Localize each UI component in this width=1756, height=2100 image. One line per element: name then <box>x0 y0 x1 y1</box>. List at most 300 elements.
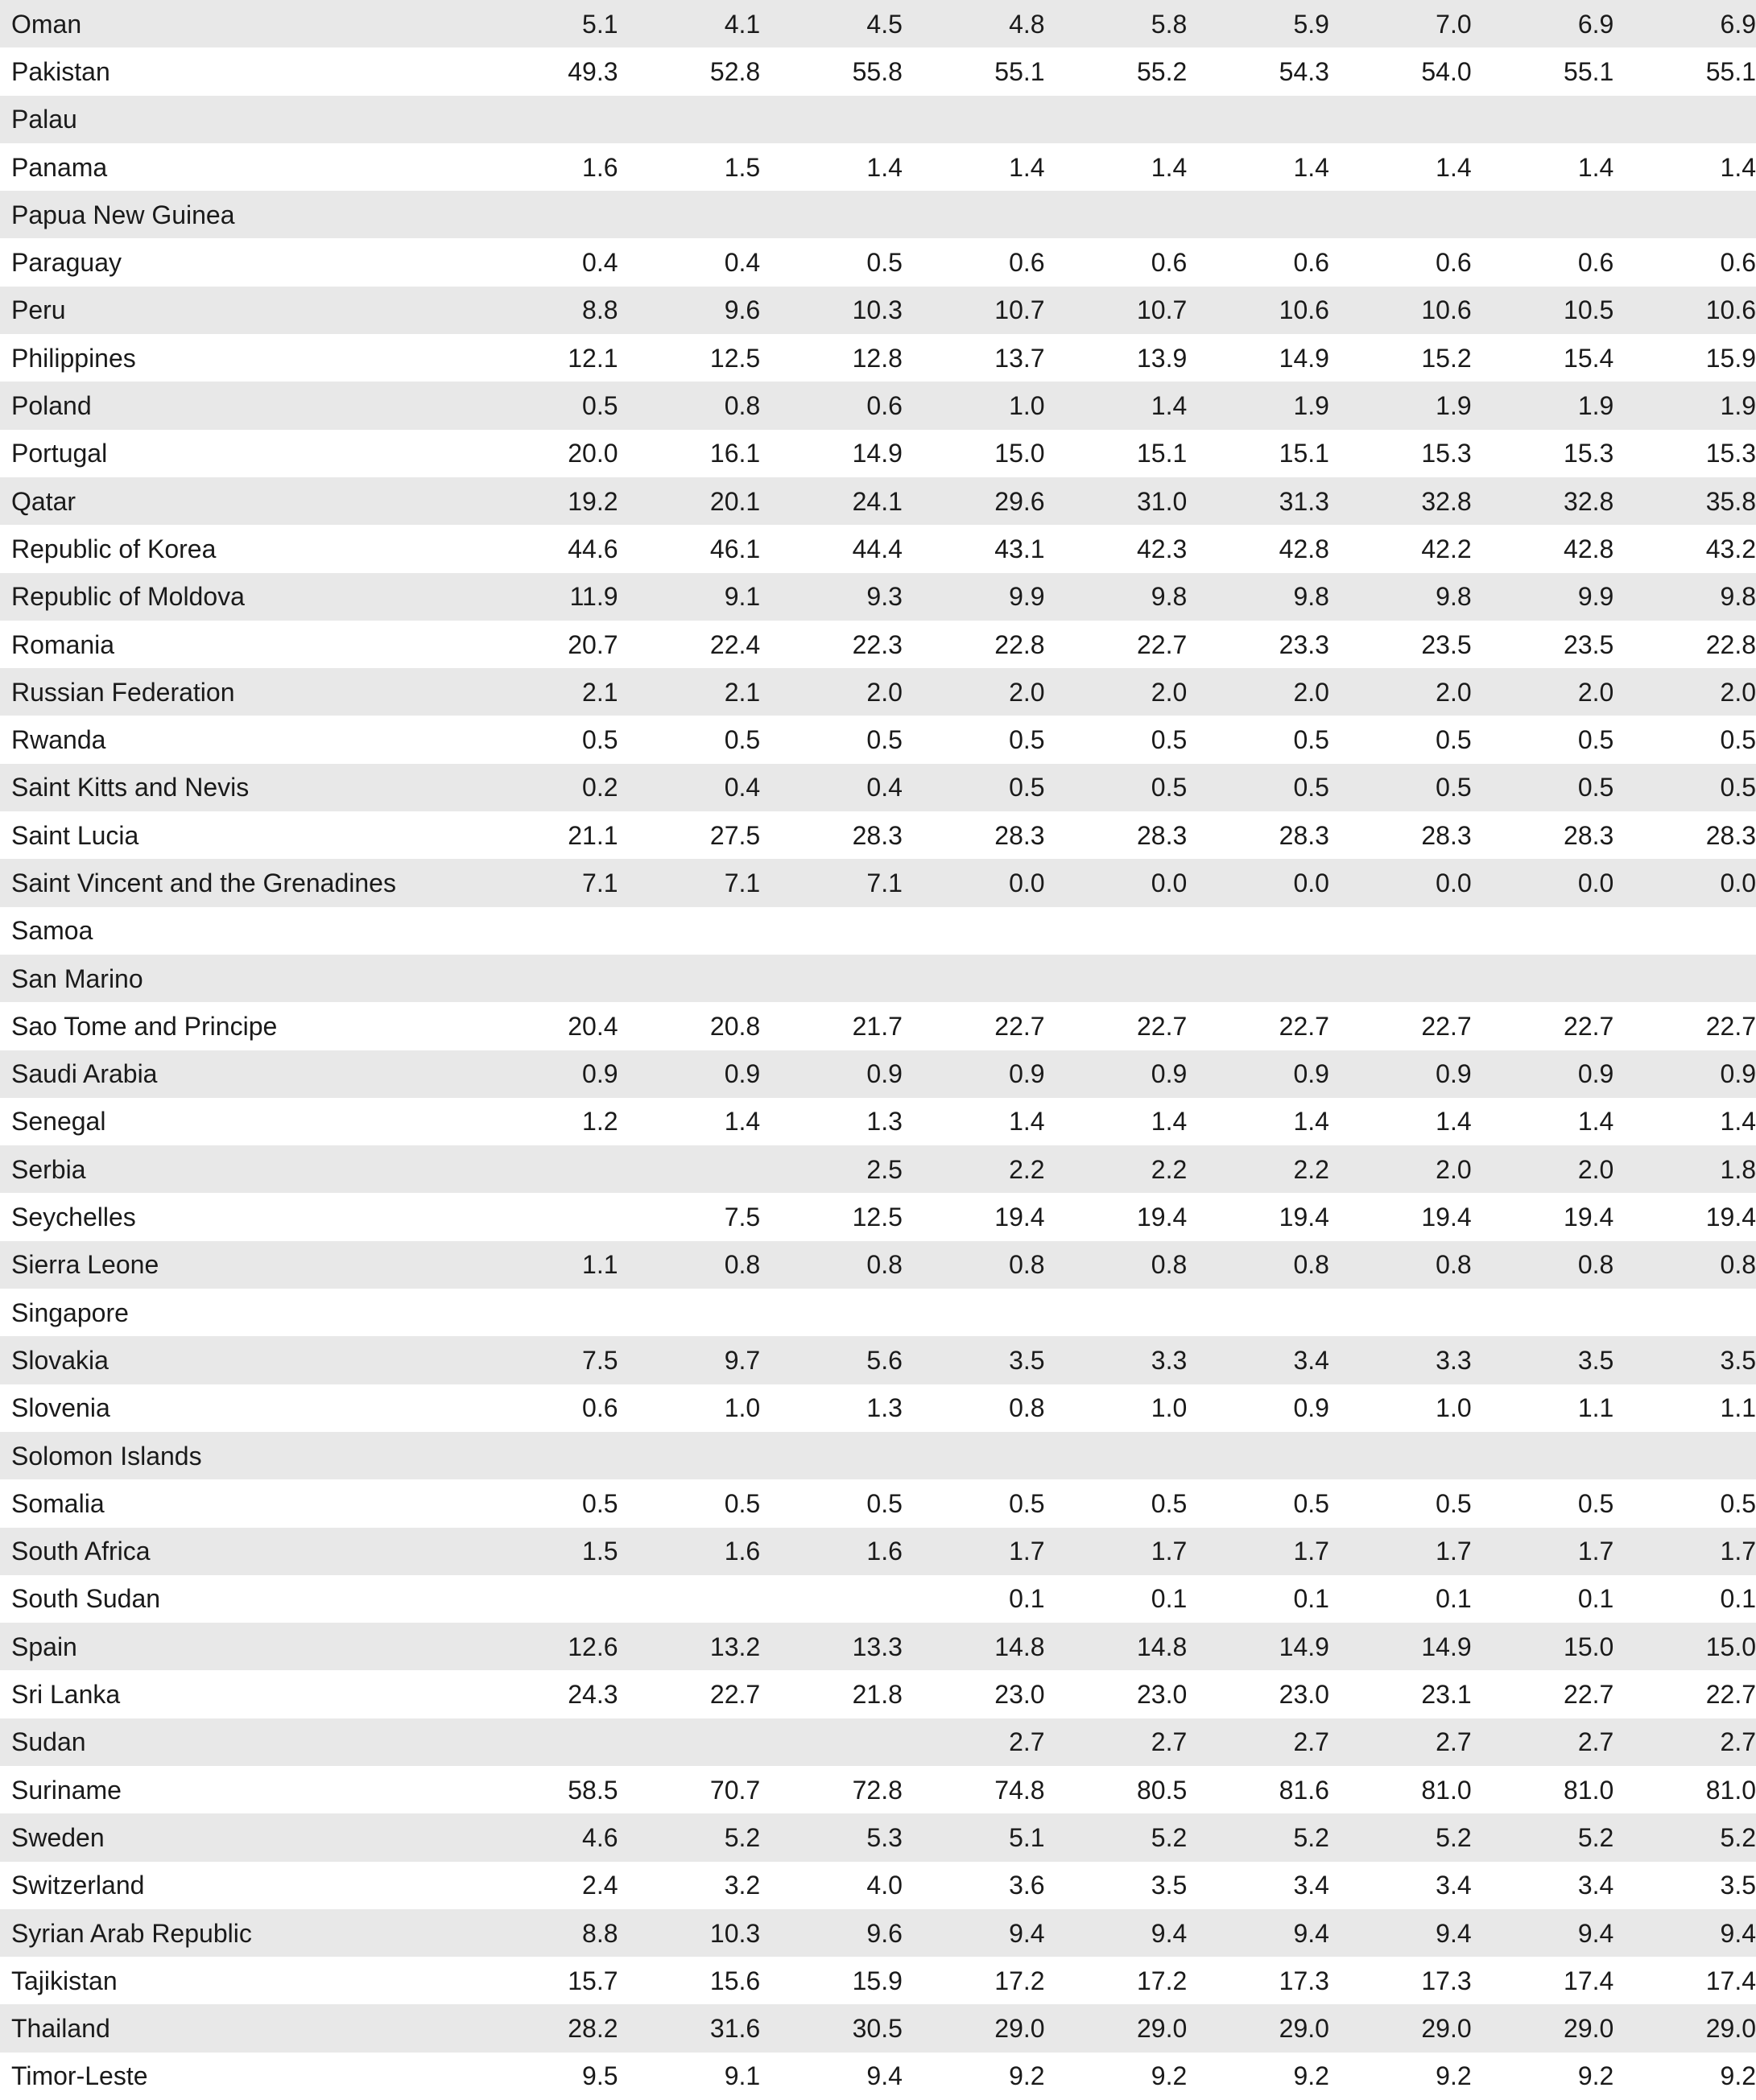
value-cell: 81.0 <box>1421 1775 1472 1805</box>
value-cell: 55.1 <box>1705 56 1756 86</box>
value-cell: 2.0 <box>1151 677 1188 707</box>
value-cell: 23.5 <box>1564 629 1614 659</box>
value-cell: 23.3 <box>1279 629 1329 659</box>
value-cell: 22.7 <box>1705 1011 1756 1041</box>
value-cell: 15.2 <box>1421 343 1472 373</box>
value-cell: 1.9 <box>1293 391 1329 421</box>
value-cell: 17.3 <box>1279 1966 1329 1995</box>
country-name: Sierra Leone <box>11 1250 159 1280</box>
value-cell: 0.9 <box>1720 1059 1756 1089</box>
value-cell: 15.0 <box>994 439 1045 468</box>
value-cell: 0.5 <box>1436 1488 1472 1518</box>
value-cell: 29.6 <box>994 486 1045 516</box>
country-name: Sri Lanka <box>11 1680 121 1710</box>
value-cell: 1.7 <box>1720 1537 1756 1566</box>
table-row <box>0 430 1756 477</box>
country-name: Romania <box>11 629 115 659</box>
value-cell: 1.0 <box>1436 1393 1472 1423</box>
value-cell: 0.1 <box>1293 1584 1329 1614</box>
value-cell: 5.2 <box>1293 1822 1329 1852</box>
table-row <box>0 2053 1756 2100</box>
country-name: Sudan <box>11 1727 86 1757</box>
value-cell: 15.9 <box>1705 343 1756 373</box>
value-cell: 0.5 <box>1293 773 1329 802</box>
country-name: Timor-Leste <box>11 2061 148 2091</box>
value-cell: 0.6 <box>582 1393 618 1423</box>
value-cell: 0.2 <box>582 773 618 802</box>
value-cell: 5.2 <box>1436 1822 1472 1852</box>
value-cell: 15.1 <box>1136 439 1188 468</box>
value-cell: 1.9 <box>1720 391 1756 421</box>
value-cell: 9.7 <box>724 1345 761 1375</box>
value-cell: 1.2 <box>582 1107 618 1137</box>
value-cell: 55.2 <box>1136 56 1188 86</box>
value-cell: 0.0 <box>1436 868 1472 897</box>
country-name: Tajikistan <box>11 1966 118 1995</box>
value-cell: 0.1 <box>1009 1584 1045 1614</box>
value-cell: 10.3 <box>852 295 903 325</box>
value-cell: 44.4 <box>852 534 903 563</box>
value-cell: 22.7 <box>1136 1011 1188 1041</box>
value-cell: 1.4 <box>1293 152 1329 182</box>
country-name: Seychelles <box>11 1203 136 1232</box>
value-cell: 1.5 <box>582 1537 618 1566</box>
value-cell: 0.0 <box>1293 868 1329 897</box>
country-name: Slovakia <box>11 1345 109 1375</box>
value-cell: 13.7 <box>994 343 1045 373</box>
table-row <box>0 1862 1756 1909</box>
country-name: Saint Kitts and Nevis <box>11 773 250 802</box>
value-cell: 4.5 <box>866 9 903 39</box>
table-row <box>0 47 1756 95</box>
value-cell: 43.1 <box>994 534 1045 563</box>
value-cell: 1.0 <box>1009 391 1045 421</box>
value-cell: 0.6 <box>1720 248 1756 278</box>
value-cell: 29.0 <box>1564 2014 1614 2044</box>
country-name: Sweden <box>11 1822 105 1852</box>
value-cell: 81.0 <box>1705 1775 1756 1805</box>
table-row <box>0 1432 1756 1479</box>
value-cell: 5.9 <box>1293 9 1329 39</box>
value-cell: 17.2 <box>994 1966 1045 1995</box>
value-cell: 24.1 <box>852 486 903 516</box>
value-cell: 23.5 <box>1421 629 1472 659</box>
value-cell: 22.3 <box>852 629 903 659</box>
value-cell: 7.0 <box>1436 9 1472 39</box>
value-cell: 29.0 <box>1279 2014 1329 2044</box>
table-row <box>0 764 1756 811</box>
value-cell: 80.5 <box>1136 1775 1188 1805</box>
country-name: Panama <box>11 152 108 182</box>
table-row <box>0 621 1756 668</box>
table-row <box>0 238 1756 286</box>
value-cell: 54.3 <box>1279 56 1329 86</box>
value-cell: 0.1 <box>1151 1584 1188 1614</box>
value-cell: 3.3 <box>1436 1345 1472 1375</box>
value-cell: 3.4 <box>1577 1871 1614 1900</box>
value-cell: 14.9 <box>852 439 903 468</box>
value-cell: 9.8 <box>1293 582 1329 612</box>
value-cell: 3.4 <box>1293 1871 1329 1900</box>
table-row <box>0 1479 1756 1527</box>
value-cell: 6.9 <box>1720 9 1756 39</box>
value-cell: 14.8 <box>994 1632 1045 1661</box>
value-cell: 19.2 <box>568 486 618 516</box>
country-name: Republic of Moldova <box>11 582 245 612</box>
value-cell: 4.0 <box>866 1871 903 1900</box>
value-cell: 2.7 <box>1577 1727 1614 1757</box>
value-cell: 0.5 <box>1009 1488 1045 1518</box>
value-cell: 1.0 <box>1151 1393 1188 1423</box>
table-row <box>0 1241 1756 1289</box>
value-cell: 22.7 <box>994 1011 1045 1041</box>
value-cell: 22.7 <box>1279 1011 1329 1041</box>
value-cell: 5.2 <box>1151 1822 1188 1852</box>
table-row <box>0 2004 1756 2052</box>
country-name: Thailand <box>11 2014 110 2044</box>
value-cell: 1.6 <box>582 152 618 182</box>
value-cell: 28.3 <box>1564 820 1614 850</box>
value-cell: 19.4 <box>1421 1203 1472 1232</box>
value-cell: 17.4 <box>1705 1966 1756 1995</box>
value-cell: 17.4 <box>1564 1966 1614 1995</box>
value-cell: 9.8 <box>1720 582 1756 612</box>
value-cell: 12.6 <box>568 1632 618 1661</box>
value-cell: 0.1 <box>1577 1584 1614 1614</box>
value-cell: 14.9 <box>1279 343 1329 373</box>
value-cell: 0.5 <box>1577 773 1614 802</box>
value-cell: 21.1 <box>568 820 618 850</box>
value-cell: 20.7 <box>568 629 618 659</box>
country-name: Rwanda <box>11 725 106 755</box>
value-cell: 5.2 <box>724 1822 761 1852</box>
value-cell: 15.0 <box>1564 1632 1614 1661</box>
table-row <box>0 1528 1756 1575</box>
value-cell: 32.8 <box>1421 486 1472 516</box>
country-name: Palau <box>11 105 77 134</box>
value-cell: 4.6 <box>582 1822 618 1852</box>
value-cell: 1.0 <box>724 1393 761 1423</box>
country-name: Paraguay <box>11 248 122 278</box>
value-cell: 1.4 <box>1009 152 1045 182</box>
value-cell: 0.6 <box>1293 248 1329 278</box>
value-cell: 7.1 <box>582 868 618 897</box>
value-cell: 0.5 <box>1436 773 1472 802</box>
value-cell: 74.8 <box>994 1775 1045 1805</box>
value-cell: 19.4 <box>1705 1203 1756 1232</box>
table-row <box>0 287 1756 334</box>
value-cell: 22.7 <box>1421 1011 1472 1041</box>
value-cell: 9.4 <box>1293 1918 1329 1948</box>
value-cell: 12.5 <box>709 343 761 373</box>
value-cell: 1.6 <box>724 1537 761 1566</box>
value-cell: 0.5 <box>1720 725 1756 755</box>
value-cell: 14.9 <box>1279 1632 1329 1661</box>
value-cell: 10.3 <box>709 1918 761 1948</box>
value-cell: 55.8 <box>852 56 903 86</box>
value-cell: 10.6 <box>1421 295 1472 325</box>
value-cell: 1.4 <box>1720 152 1756 182</box>
value-cell: 1.4 <box>1151 1107 1188 1137</box>
country-name: Somalia <box>11 1488 105 1518</box>
country-name: Philippines <box>11 343 136 373</box>
country-name: Senegal <box>11 1107 106 1137</box>
table-row <box>0 1384 1756 1432</box>
value-cell: 42.2 <box>1421 534 1472 563</box>
value-cell: 2.2 <box>1151 1154 1188 1184</box>
value-cell: 23.0 <box>994 1680 1045 1710</box>
value-cell: 15.3 <box>1705 439 1756 468</box>
value-cell: 0.8 <box>1009 1250 1045 1280</box>
value-cell: 43.2 <box>1705 534 1756 563</box>
value-cell: 5.1 <box>582 9 618 39</box>
value-cell: 20.0 <box>568 439 618 468</box>
table-row <box>0 334 1756 382</box>
value-cell: 1.7 <box>1151 1537 1188 1566</box>
value-cell: 0.6 <box>1009 248 1045 278</box>
value-cell: 19.4 <box>1136 1203 1188 1232</box>
value-cell: 22.7 <box>709 1680 761 1710</box>
table-row <box>0 1670 1756 1718</box>
country-name: Suriname <box>11 1775 122 1805</box>
value-cell: 0.5 <box>1293 1488 1329 1518</box>
value-cell: 2.7 <box>1436 1727 1472 1757</box>
value-cell: 0.5 <box>724 1488 761 1518</box>
value-cell: 28.3 <box>1136 820 1188 850</box>
value-cell: 0.8 <box>1577 1250 1614 1280</box>
value-cell: 9.1 <box>724 2061 761 2091</box>
value-cell: 21.7 <box>852 1011 903 1041</box>
value-cell: 1.4 <box>1151 391 1188 421</box>
country-name: Qatar <box>11 486 76 516</box>
value-cell: 0.6 <box>1436 248 1472 278</box>
value-cell: 0.9 <box>1436 1059 1472 1089</box>
value-cell: 19.4 <box>1279 1203 1329 1232</box>
value-cell: 0.5 <box>582 725 618 755</box>
value-cell: 0.8 <box>724 391 761 421</box>
value-cell: 81.6 <box>1279 1775 1329 1805</box>
value-cell: 2.0 <box>1436 677 1472 707</box>
value-cell: 20.1 <box>709 486 761 516</box>
value-cell: 0.9 <box>1293 1059 1329 1089</box>
value-cell: 28.3 <box>994 820 1045 850</box>
value-cell: 1.7 <box>1436 1537 1472 1566</box>
value-cell: 2.0 <box>1577 1154 1614 1184</box>
value-cell: 16.1 <box>709 439 761 468</box>
value-cell: 0.0 <box>1720 868 1756 897</box>
table-row <box>0 1623 1756 1670</box>
value-cell: 0.4 <box>582 248 618 278</box>
value-cell: 1.6 <box>866 1537 903 1566</box>
value-cell: 3.4 <box>1293 1345 1329 1375</box>
value-cell: 23.1 <box>1421 1680 1472 1710</box>
value-cell: 22.7 <box>1564 1011 1614 1041</box>
value-cell: 42.8 <box>1564 534 1614 563</box>
value-cell: 31.0 <box>1136 486 1188 516</box>
table-row <box>0 1289 1756 1336</box>
value-cell: 9.8 <box>1436 582 1472 612</box>
value-cell: 0.4 <box>724 248 761 278</box>
value-cell: 1.1 <box>582 1250 618 1280</box>
value-cell: 31.3 <box>1279 486 1329 516</box>
value-cell: 72.8 <box>852 1775 903 1805</box>
value-cell: 0.9 <box>866 1059 903 1089</box>
value-cell: 0.5 <box>1151 725 1188 755</box>
value-cell: 81.0 <box>1564 1775 1614 1805</box>
table-row <box>0 1193 1756 1240</box>
value-cell: 15.1 <box>1279 439 1329 468</box>
value-cell: 17.2 <box>1136 1966 1188 1995</box>
value-cell: 0.9 <box>1009 1059 1045 1089</box>
table-row <box>0 716 1756 763</box>
value-cell: 8.8 <box>582 1918 618 1948</box>
table-row <box>0 1050 1756 1098</box>
value-cell: 22.4 <box>709 629 761 659</box>
value-cell: 5.2 <box>1720 1822 1756 1852</box>
country-name: Saint Vincent and the Grenadines <box>11 868 396 897</box>
table-row <box>0 96 1756 143</box>
country-name: Singapore <box>11 1298 129 1327</box>
value-cell: 20.8 <box>709 1011 761 1041</box>
table-row <box>0 1336 1756 1384</box>
country-name: Peru <box>11 295 66 325</box>
value-cell: 13.2 <box>709 1632 761 1661</box>
value-cell: 29.0 <box>1705 2014 1756 2044</box>
value-cell: 5.2 <box>1577 1822 1614 1852</box>
value-cell: 44.6 <box>568 534 618 563</box>
value-cell: 0.4 <box>866 773 903 802</box>
value-cell: 0.5 <box>582 1488 618 1518</box>
value-cell: 14.9 <box>1421 1632 1472 1661</box>
value-cell: 23.0 <box>1279 1680 1329 1710</box>
table-row <box>0 191 1756 238</box>
value-cell: 15.4 <box>1564 343 1614 373</box>
value-cell: 2.0 <box>866 677 903 707</box>
value-cell: 1.8 <box>1720 1154 1756 1184</box>
value-cell: 0.9 <box>1577 1059 1614 1089</box>
table-row <box>0 525 1756 572</box>
value-cell: 2.2 <box>1009 1154 1045 1184</box>
country-name: Portugal <box>11 439 108 468</box>
value-cell: 12.1 <box>568 343 618 373</box>
value-cell: 1.4 <box>1577 152 1614 182</box>
value-cell: 15.3 <box>1421 439 1472 468</box>
table-row <box>0 955 1756 1002</box>
value-cell: 22.8 <box>994 629 1045 659</box>
table-row <box>0 1909 1756 1957</box>
value-cell: 2.0 <box>1720 677 1756 707</box>
value-cell: 1.4 <box>866 152 903 182</box>
value-cell: 4.1 <box>724 9 761 39</box>
value-cell: 3.5 <box>1720 1871 1756 1900</box>
value-cell: 20.4 <box>568 1011 618 1041</box>
value-cell: 1.9 <box>1577 391 1614 421</box>
value-cell: 0.5 <box>1151 773 1188 802</box>
value-cell: 0.9 <box>724 1059 761 1089</box>
value-cell: 9.2 <box>1009 2061 1045 2091</box>
country-name: South Africa <box>11 1537 151 1566</box>
value-cell: 8.8 <box>582 295 618 325</box>
value-cell: 5.6 <box>866 1345 903 1375</box>
country-name: Solomon Islands <box>11 1441 202 1471</box>
table-row <box>0 811 1756 859</box>
value-cell: 0.0 <box>1009 868 1045 897</box>
country-name: Pakistan <box>11 56 110 86</box>
value-cell: 55.1 <box>994 56 1045 86</box>
value-cell: 28.3 <box>1705 820 1756 850</box>
table-row <box>0 573 1756 621</box>
value-cell: 1.5 <box>724 152 761 182</box>
value-cell: 52.8 <box>709 56 761 86</box>
value-cell: 12.5 <box>852 1203 903 1232</box>
country-name: Papua New Guinea <box>11 200 235 229</box>
value-cell: 0.5 <box>1577 1488 1614 1518</box>
value-cell: 2.2 <box>1293 1154 1329 1184</box>
value-cell: 0.0 <box>1577 868 1614 897</box>
value-cell: 17.3 <box>1421 1966 1472 1995</box>
value-cell: 0.8 <box>1720 1250 1756 1280</box>
table-row <box>0 1002 1756 1050</box>
value-cell: 0.6 <box>1577 248 1614 278</box>
value-cell: 6.9 <box>1577 9 1614 39</box>
value-cell: 9.6 <box>724 295 761 325</box>
value-cell: 1.7 <box>1009 1537 1045 1566</box>
value-cell: 2.0 <box>1436 1154 1472 1184</box>
value-cell: 1.4 <box>1151 152 1188 182</box>
country-name: Switzerland <box>11 1871 145 1900</box>
value-cell: 0.8 <box>1009 1393 1045 1423</box>
value-cell: 0.1 <box>1720 1584 1756 1614</box>
value-cell: 13.3 <box>852 1632 903 1661</box>
value-cell: 0.5 <box>1009 773 1045 802</box>
value-cell: 11.9 <box>569 582 618 612</box>
value-cell: 1.4 <box>1436 152 1472 182</box>
value-cell: 29.0 <box>1421 2014 1472 2044</box>
value-cell: 0.5 <box>1009 725 1045 755</box>
value-cell: 1.1 <box>1577 1393 1614 1423</box>
value-cell: 3.6 <box>1009 1871 1045 1900</box>
table-row <box>0 668 1756 716</box>
value-cell: 0.5 <box>1293 725 1329 755</box>
value-cell: 9.2 <box>1720 2061 1756 2091</box>
value-cell: 32.8 <box>1564 486 1614 516</box>
value-cell: 0.8 <box>866 1250 903 1280</box>
value-cell: 3.2 <box>724 1871 761 1900</box>
value-cell: 2.1 <box>582 677 618 707</box>
value-cell: 0.5 <box>724 725 761 755</box>
value-cell: 0.8 <box>1293 1250 1329 1280</box>
value-cell: 1.7 <box>1293 1537 1329 1566</box>
value-cell: 22.7 <box>1136 629 1188 659</box>
value-cell: 15.0 <box>1705 1632 1756 1661</box>
value-cell: 9.4 <box>1720 1918 1756 1948</box>
value-cell: 7.5 <box>582 1345 618 1375</box>
value-cell: 30.5 <box>852 2014 903 2044</box>
value-cell: 2.7 <box>1720 1727 1756 1757</box>
table-row <box>0 382 1756 429</box>
value-cell: 0.5 <box>1577 725 1614 755</box>
value-cell: 2.7 <box>1293 1727 1329 1757</box>
value-cell: 0.5 <box>582 391 618 421</box>
table-row <box>0 1145 1756 1193</box>
value-cell: 2.0 <box>1009 677 1045 707</box>
table-row <box>0 859 1756 906</box>
value-cell: 42.8 <box>1279 534 1329 563</box>
value-cell: 2.5 <box>866 1154 903 1184</box>
table-row <box>0 1766 1756 1813</box>
value-cell: 0.8 <box>1436 1250 1472 1280</box>
value-cell: 0.5 <box>1720 1488 1756 1518</box>
